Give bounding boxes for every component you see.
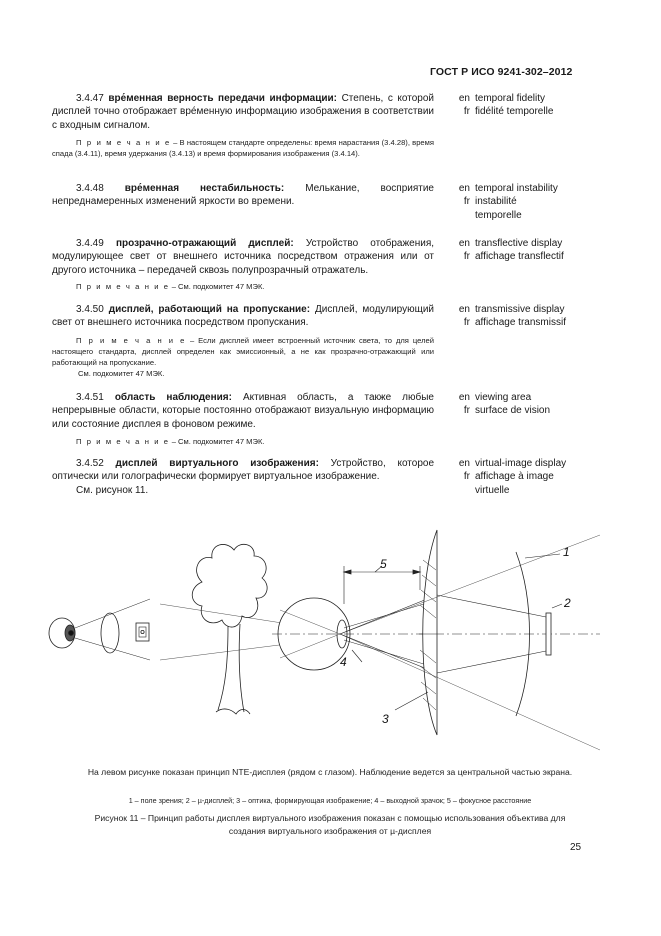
note-text: – См. подкомитет 47 МЭК. [171,437,265,446]
translations-3-4-51 [454,391,614,418]
term-entry-3-4-50 [52,303,434,330]
term-number: 3.4.48 [76,183,104,194]
translations-3-4-48 [454,182,564,222]
imaging-optics-lens [419,530,437,735]
page-number: 25 [570,842,582,853]
term-definition: Мелькание, восприятие непреднамеренных изменений яркости во времени. [52,183,434,208]
term-title: вре́менная нестабильность: [124,183,285,194]
figure-caption-main: На левом рисунке показан принцип NTE-дисплея (рядом с глазом). Наблюдение ведется за центральной частью экрана. [87,767,573,777]
lang-code: fr [463,317,470,329]
term-number: 3.4.51 [76,392,104,403]
term-title: дисплей виртуального изображения: [115,458,319,469]
nte-lens-icon [101,613,119,653]
term-definition: Устройство отображения, модулирующее свет от внешнего источника посредством отражения или от другого источника – передачей сквозь полупрозрачный отражатель. [52,238,435,276]
term-title: прозрачно-отражающий дисплей: [115,238,294,249]
note-label: П р и м е ч а н и е [76,336,187,345]
lang-code: fr [463,106,470,118]
translation-text: fidélité temporelle [475,106,554,118]
translation-text: transflective display [475,238,563,249]
micro-display-icon [546,613,551,655]
note-label: П р и м е ч а н и е [76,138,171,147]
focal-distance-dimension [344,566,420,604]
term-entry-3-4-52 [52,457,434,497]
translation-text: affichage à image virtuelle [475,471,554,496]
translation-text: affichage transmissif [475,317,566,329]
figure-title: Рисунок 11 – Принцип работы дисплея виртуального изображения показан с помощью использования объектива для создания виртуального изображения от µ-дисплея [94,813,566,836]
note-text: – В настоящем стандарте определены: время нарастания (3.4.28), время спада (3.4.11), время удержания (3.4.13) и время формирования изображения (3.4.14). [52,138,434,158]
figure-label-2: 2 [564,596,571,610]
eye-icon [49,618,75,648]
term-number: 3.4.47 [76,93,104,104]
lang-code: fr [463,196,470,208]
field-of-view-arc [340,535,600,750]
see-figure: См. рисунок 11. [76,484,149,496]
term-title: область наблюдения: [114,392,232,403]
document-header: ГОСТ Р ИСО 9241-302–2012 [430,66,573,78]
figure-legend: 1 – поле зрения; 2 – µ-дисплей; 3 – оптика, формирующая изображение; 4 – выходной зрачок; 5 – фокусное расстояние [128,796,532,805]
term-number: 3.4.52 [76,458,104,469]
term-definition: Степень, с которой дисплей точно отображает вре́менную информацию изображения в соответствии с входным сигналом. [52,93,434,131]
lang-code: en [458,93,470,104]
note-text: – Если дисплей имеет встроенный источник света, то для целей настоящего стандарта, дисплей определен как эмиссионный, а не как прозрачно-отражающий или работающий на пропускание. [52,336,434,367]
term-number: 3.4.49 [76,238,104,249]
translation-text: virtual-image display [475,458,567,469]
translations-3-4-47 [454,92,614,119]
lang-code: fr [463,471,470,483]
translations-3-4-49 [454,237,614,264]
term-note-3-4-50 [52,335,434,379]
lang-code: en [458,238,470,249]
term-note-3-4-47 [52,137,434,159]
tree-icon [192,544,267,714]
figure-label-5: 5 [380,557,387,571]
term-note-3-4-51 [52,436,434,447]
term-title: вре́менная верность передачи информации: [108,93,337,104]
term-entry-3-4-48 [52,182,434,209]
figure-label-3: 3 [382,712,389,726]
translation-text: viewing area [475,392,532,403]
note-label: П р и м е ч а н и е [76,282,170,291]
term-entry-3-4-51 [52,391,434,431]
translation-text: temporal fidelity [475,93,546,104]
note-text: – См. подкомитет 47 МЭК. [171,282,265,291]
term-entry-3-4-47 [52,92,434,132]
translation-text: surface de vision [475,405,551,417]
translation-text: temporal instability [475,183,558,194]
figure-11-diagram [40,500,620,760]
term-entry-3-4-49 [52,237,434,277]
translation-text: instabilité temporelle [475,196,522,221]
figure-label-1: 1 [563,545,570,559]
note-text-2: См. подкомитет 47 МЭК. [78,369,165,378]
term-definition: Дисплей, модулирующий свет от внешнего источника посредством пропускания. [52,304,435,329]
note-label: П р и м е ч а н и е [76,437,170,446]
lang-code: en [458,392,470,403]
lang-code: fr [463,405,470,417]
lang-code: en [458,304,470,315]
translations-3-4-52 [454,457,584,497]
translations-3-4-50 [454,303,614,330]
figure-label-4: 4 [340,655,347,669]
term-note-3-4-49 [52,281,434,292]
translation-text: affichage transflectif [475,251,564,263]
translation-text: transmissive display [475,304,565,315]
term-title: дисплей, работающий на пропускание: [108,304,311,315]
lang-code: en [458,458,470,469]
micro-display-small-icon [136,623,149,641]
term-number: 3.4.50 [76,304,104,315]
lang-code: fr [463,251,470,263]
term-definition: Активная область, а также любые непрерывные области, которые постоянно отображают визуальную информацию или состояние дисплея в фоновом режиме. [52,392,434,430]
lang-code: en [458,183,470,194]
term-definition: Устройство, которое оптически или голографически формирует виртуальное изображение. [52,458,435,483]
